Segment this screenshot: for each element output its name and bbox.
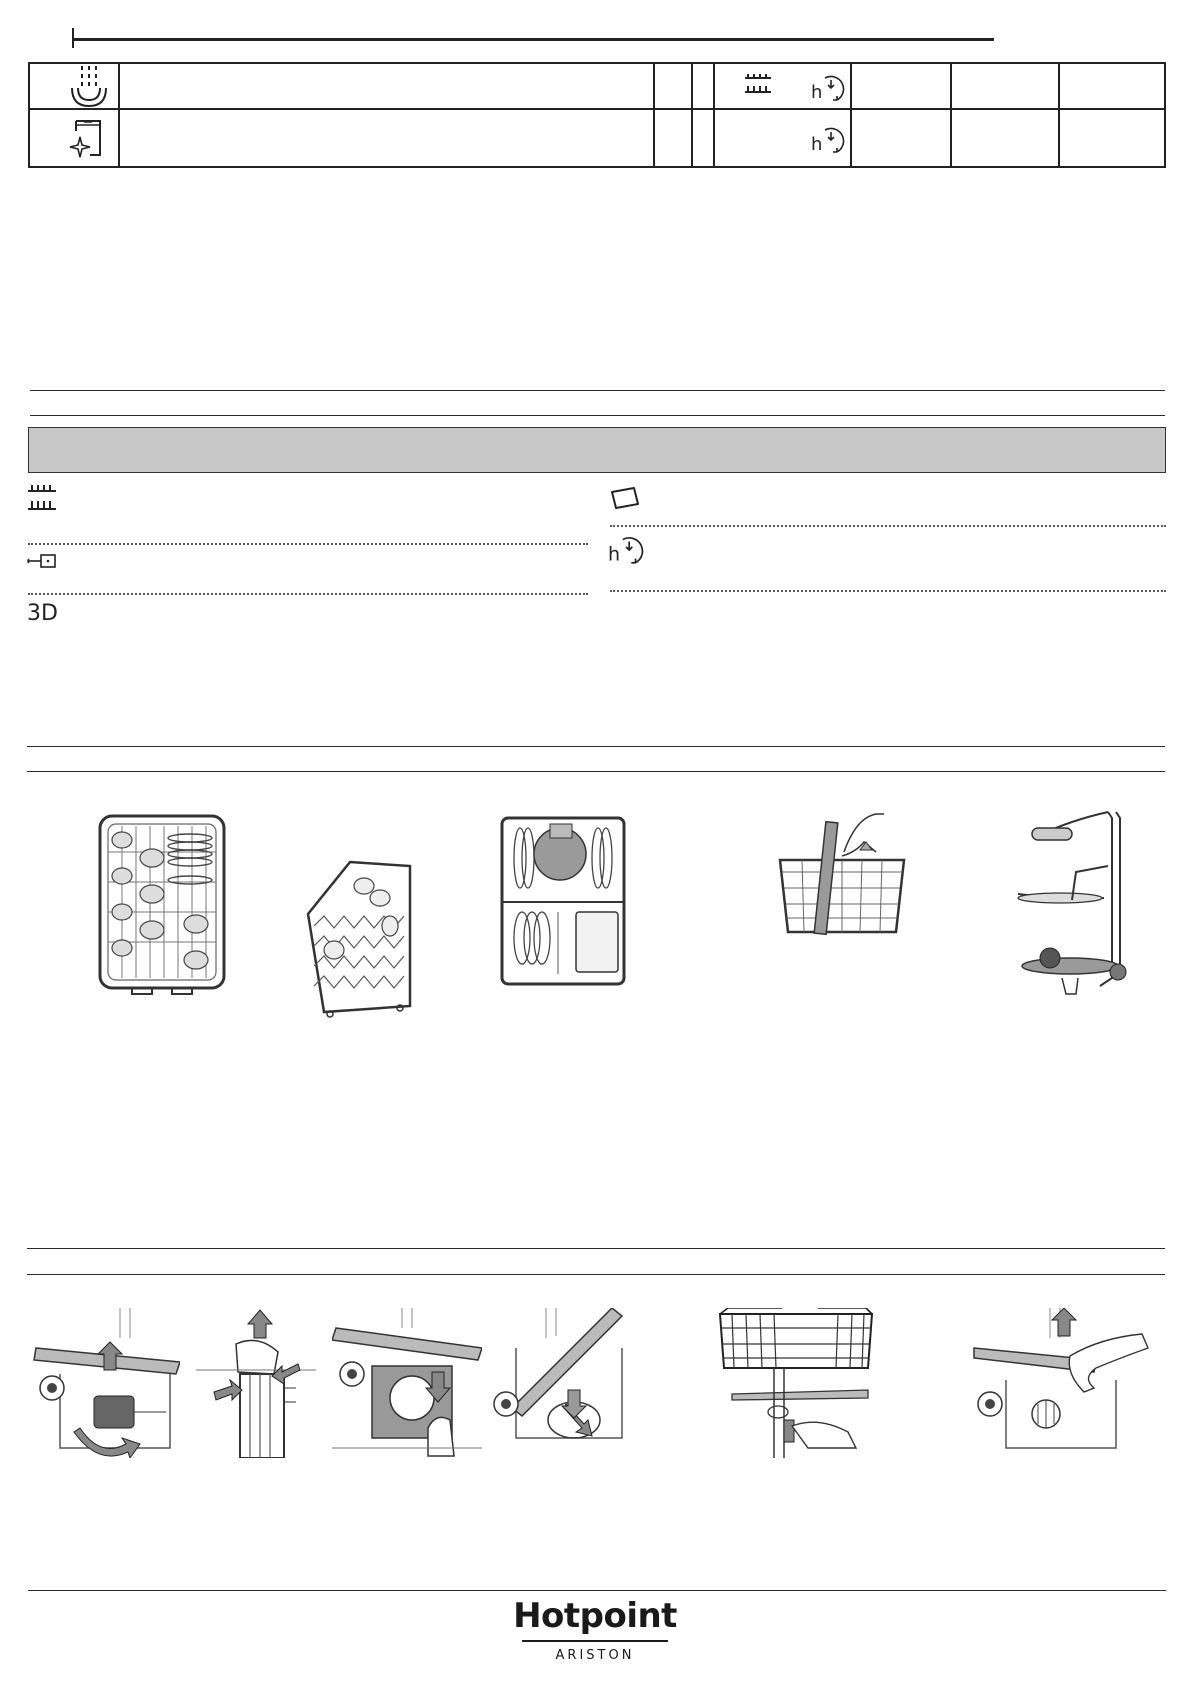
glass-row	[29, 109, 1165, 167]
glass-col-b	[692, 109, 714, 167]
filter-removal-step-1	[30, 1308, 180, 1458]
legend-divider	[28, 593, 588, 595]
delay-start-icon	[811, 70, 845, 104]
top-rule	[72, 38, 994, 41]
loaded-dishwasher-illustration	[498, 814, 628, 990]
section-rule	[27, 1274, 1165, 1275]
tablet-key-icon	[27, 553, 59, 571]
prewash-desc-cell	[119, 63, 654, 109]
three-d-label: 3D	[27, 601, 58, 626]
prewash-col-d	[951, 63, 1060, 109]
tablet-icon	[608, 484, 640, 512]
filter-removal-step-4	[492, 1308, 632, 1458]
glass-icon-cell	[29, 109, 119, 167]
glass-options-cell	[714, 109, 851, 167]
delay-start-icon	[811, 122, 845, 156]
sub-brand-name: ARISTON	[555, 1648, 635, 1663]
brand-underline	[522, 1640, 668, 1642]
prewash-col-a	[654, 63, 692, 109]
glass-col-a	[654, 109, 692, 167]
glass-col-c	[851, 109, 951, 167]
tilted-rack-illustration	[304, 856, 414, 1020]
glass-col-d	[951, 109, 1060, 167]
prewash-col-e	[1059, 63, 1165, 109]
brand-logo	[495, 1596, 695, 1663]
section-rule	[30, 390, 1165, 391]
brand-name: Hotpoint	[513, 1596, 677, 1636]
spray-arms-illustration	[1012, 808, 1142, 998]
svg-text:h: h	[811, 134, 823, 155]
section-rule	[27, 1248, 1165, 1249]
prewash-icon-cell	[29, 63, 119, 109]
prewash-options-cell	[714, 63, 851, 109]
upper-spray-arm-removal	[718, 1308, 878, 1458]
water-spray-icon	[68, 64, 108, 108]
legend-divider	[28, 543, 588, 545]
lower-spray-arm-removal	[970, 1308, 1150, 1458]
legend-divider	[610, 590, 1166, 592]
lower-rack-illustration	[92, 812, 232, 998]
section-rule	[30, 415, 1165, 416]
delay-label: h	[608, 543, 621, 566]
svg-text:h: h	[811, 82, 823, 103]
half-load-basket-icon	[26, 485, 58, 517]
footer-rule	[28, 1590, 1166, 1591]
program-table	[28, 62, 1166, 168]
delay-start-icon	[608, 531, 644, 567]
top-rule-tick	[72, 28, 74, 48]
section-rule	[27, 771, 1165, 772]
options-header-bar	[28, 427, 1166, 473]
section-rule	[27, 746, 1165, 747]
prewash-col-b	[692, 63, 714, 109]
prewash-row	[29, 63, 1165, 109]
legend-divider	[610, 525, 1166, 527]
glass-col-e	[1059, 109, 1165, 167]
filter-removal-step-2	[196, 1308, 316, 1458]
sparkle-glass-icon	[68, 115, 108, 161]
prewash-col-c	[851, 63, 951, 109]
basket-icon	[743, 74, 773, 102]
glass-desc-cell	[119, 109, 654, 167]
filter-removal-step-3	[332, 1308, 482, 1458]
cutlery-basket-illustration	[772, 812, 912, 942]
